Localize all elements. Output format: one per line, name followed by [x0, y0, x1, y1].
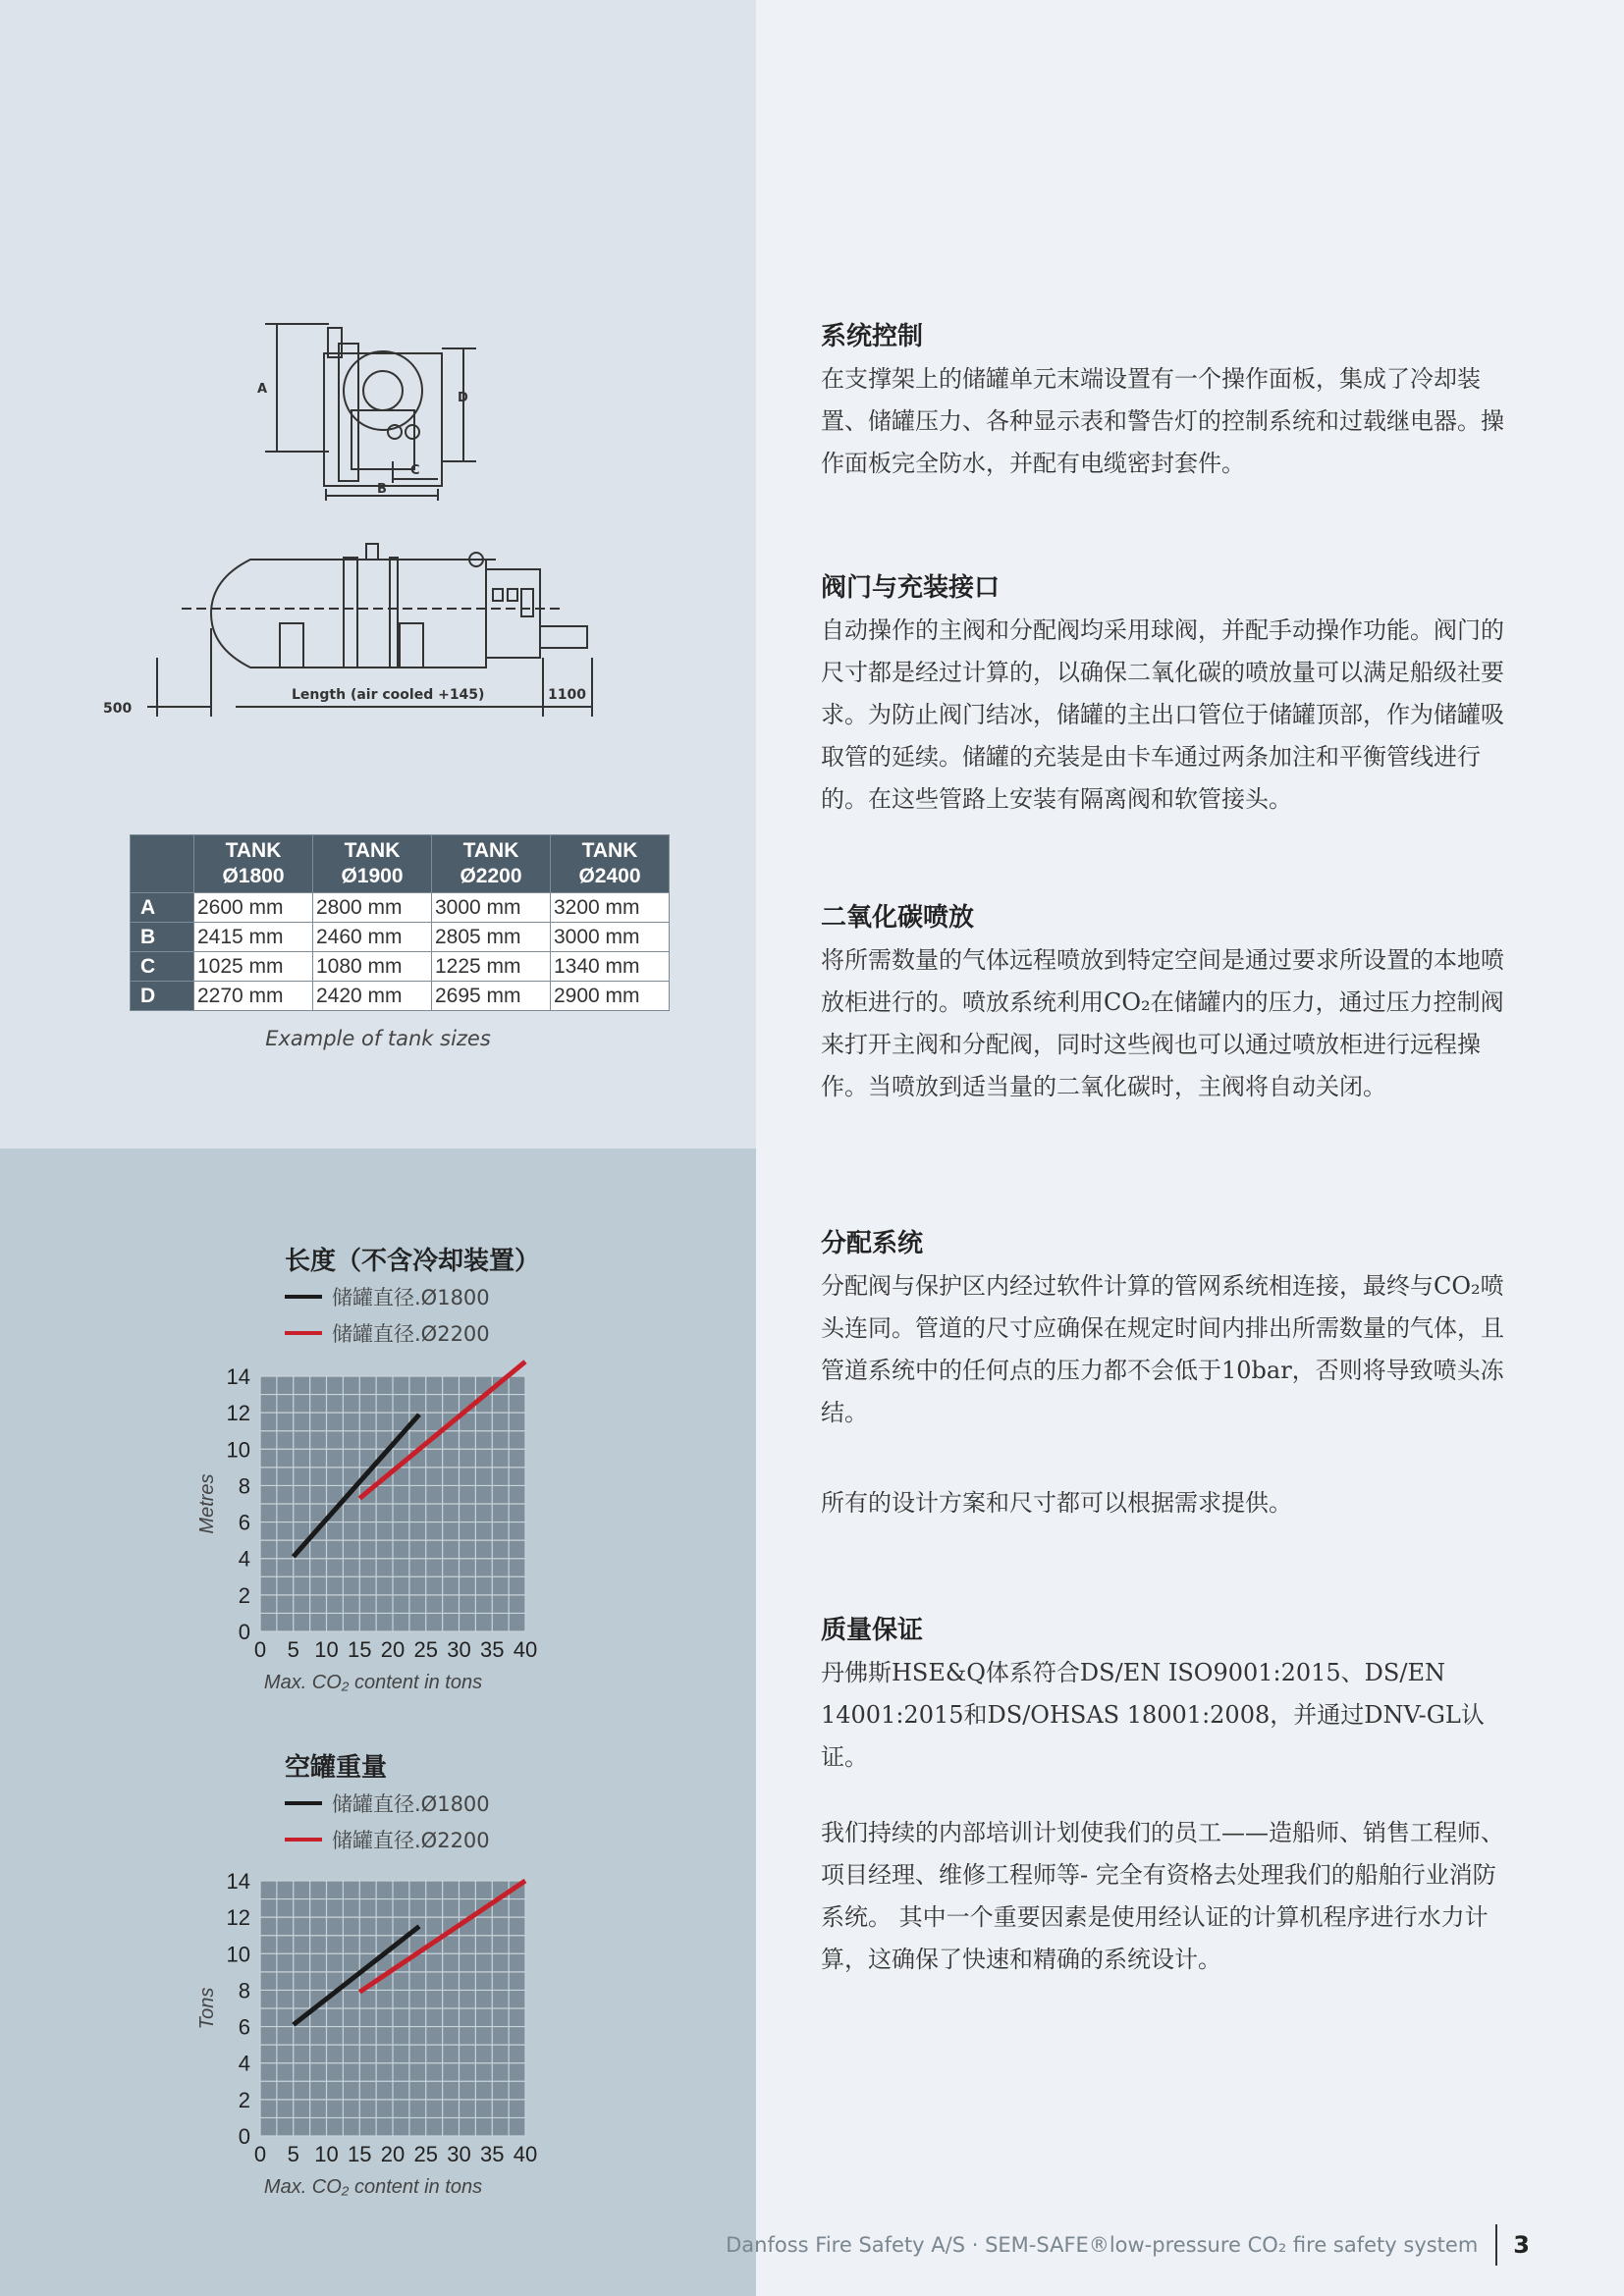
section-availability [821, 1482, 1508, 1524]
table-header-row [131, 835, 670, 893]
table-cell: 1340 mm [551, 952, 670, 982]
y-tick-label: 6 [238, 1510, 250, 1535]
y-tick-label: 12 [226, 1401, 250, 1426]
dimension-c-label: C [410, 463, 420, 478]
section-training [821, 1812, 1508, 1981]
page-footer [726, 2224, 1530, 2266]
section-heading: 阀门与充装接口 [821, 573, 1001, 603]
length-dimension-label: Length (air cooled +145) [292, 687, 485, 703]
section-distribution [821, 1223, 1508, 1434]
table-cell: 3000 mm [432, 893, 551, 923]
y-tick-label: 4 [238, 1546, 250, 1572]
section-discharge [821, 897, 1508, 1108]
section-system-control [821, 316, 1508, 485]
section-valves [821, 567, 1508, 821]
x-tick-label: 5 [287, 2142, 299, 2166]
y-tick-label: 6 [238, 2014, 250, 2040]
table-row [131, 923, 670, 952]
table-header-cell: TANK Ø1900 [313, 835, 432, 893]
weight-chart [167, 1869, 560, 2203]
section-heading: 质量保证 [821, 1616, 924, 1645]
table-cell: 2460 mm [313, 923, 432, 952]
table-cell: 3200 mm [551, 893, 670, 923]
chart-legend [285, 1278, 490, 1351]
y-tick-label: 8 [238, 1473, 250, 1499]
dimension-d-label: D [458, 391, 468, 405]
x-tick-label: 30 [447, 1637, 471, 1662]
x-tick-label: 40 [513, 1637, 538, 1662]
y-axis-label: Tons [196, 1987, 218, 2030]
section-text: 将所需数量的气体远程喷放到特定空间是通过要求所设置的本地喷放柜进行的。喷放系统利用CO₂在储罐内的压力，通过压力控制阀来打开主阀和分配阀，同时这些阀也可以通过喷放柜进行远程操作。当喷放到适当量的二氧化碳时，主阀将自动关闭。 [821, 946, 1504, 1100]
table-cell: 1225 mm [432, 952, 551, 982]
tank-sizes-table [130, 834, 670, 1011]
y-tick-label: 10 [226, 1942, 250, 1967]
length-chart [167, 1364, 560, 1698]
table-cell: 2800 mm [313, 893, 432, 923]
table-cell: 2270 mm [194, 982, 313, 1011]
x-tick-label: 35 [480, 2142, 505, 2166]
table-header-cell: TANK Ø2200 [432, 835, 551, 893]
dimension-500-label: 500 [103, 701, 133, 717]
table-header-cell: TANK Ø2400 [551, 835, 670, 893]
x-tick-label: 10 [314, 2142, 339, 2166]
footer-text: Danfoss Fire Safety A/S · SEM-SAFE®low-pressure CO₂ fire safety system [726, 2233, 1479, 2257]
x-tick-label: 25 [413, 1637, 438, 1662]
x-tick-label: 25 [413, 2142, 438, 2166]
section-heading: 系统控制 [821, 322, 924, 351]
y-tick-label: 12 [226, 1905, 250, 1931]
x-tick-label: 0 [253, 2142, 267, 2166]
x-tick-label: 5 [287, 1637, 299, 1662]
x-tick-label: 30 [447, 2142, 471, 2166]
row-label: A [131, 893, 194, 923]
y-tick-label: 2 [238, 1582, 250, 1608]
y-tick-label: 4 [238, 2051, 250, 2076]
row-label: D [131, 982, 194, 1011]
dimension-b-label: B [377, 482, 387, 497]
x-tick-label: 35 [480, 1637, 505, 1662]
dimension-1100-label: 1100 [548, 687, 586, 703]
table-row [131, 952, 670, 982]
x-axis-label: Max. CO₂ content in tons [263, 2176, 483, 2198]
page-number: 3 [1513, 2231, 1530, 2259]
y-tick-label: 8 [238, 1978, 250, 2003]
legend-entry: 储罐直径.Ø1800 [285, 1278, 490, 1314]
table-cell: 1025 mm [194, 952, 313, 982]
table-cell: 1080 mm [313, 952, 432, 982]
chart-title: 长度（不含冷却装置） [285, 1247, 541, 1276]
table-corner-cell [131, 835, 194, 893]
dimension-a-label: A [257, 382, 268, 397]
y-tick-label: 0 [238, 2124, 250, 2149]
y-tick-label: 10 [226, 1437, 250, 1463]
y-tick-label: 0 [238, 1620, 250, 1644]
legend-entry: 储罐直径.Ø2200 [285, 1314, 490, 1351]
y-tick-label: 14 [226, 1869, 250, 1894]
table-caption: Example of tank sizes [265, 1027, 491, 1050]
footer-divider [1495, 2224, 1497, 2266]
legend-entry: 储罐直径.Ø1800 [285, 1785, 490, 1821]
section-heading: 二氧化碳喷放 [821, 903, 975, 933]
x-tick-label: 20 [380, 2142, 406, 2166]
chart-legend [285, 1785, 490, 1857]
section-text: 所有的设计方案和尺寸都可以根据需求提供。 [821, 1489, 1292, 1517]
x-tick-label: 40 [513, 2142, 538, 2166]
section-text: 自动操作的主阀和分配阀均采用球阀，并配手动操作功能。阀门的尺寸都是经过计算的，以确保二氧化碳的喷放量可以满足船级社要求。为防止阀门结冰，储罐的主出口管位于储罐顶部，作为储罐吸取管的延续。储罐的充装是由卡车通过两条加注和平衡管线进行的。在这些管路上安装有隔离阀和软管接头。 [821, 616, 1504, 813]
table-header-cell: TANK Ø1800 [194, 835, 313, 893]
table-cell: 3000 mm [551, 923, 670, 952]
tank-side-view-drawing [103, 530, 604, 726]
table-cell: 2900 mm [551, 982, 670, 1011]
section-heading: 分配系统 [821, 1229, 924, 1258]
tank-end-view-drawing [245, 314, 491, 510]
table-cell: 2805 mm [432, 923, 551, 952]
section-text: 丹佛斯HSE&Q体系符合DS/EN ISO9001:2015、DS/EN 14001:2015和DS/OHSAS 18001:2008，并通过DNV-GL认证。 [821, 1659, 1485, 1771]
y-tick-label: 2 [238, 2087, 250, 2112]
x-tick-label: 10 [314, 1637, 339, 1662]
table-row [131, 893, 670, 923]
table-cell: 2415 mm [194, 923, 313, 952]
y-tick-label: 14 [226, 1364, 250, 1389]
section-text: 我们持续的内部培训计划使我们的员工——造船师、销售工程师、项目经理、维修工程师等- 完全有资格去处理我们的船舶行业消防系统。 其中一个重要因素是使用经认证的计算机程序进行水力计算，这确保了快速和精确的系统设计。 [821, 1819, 1504, 1973]
table-cell: 2420 mm [313, 982, 432, 1011]
chart-title: 空罐重量 [285, 1753, 388, 1783]
x-tick-label: 0 [253, 1637, 267, 1662]
row-label: C [131, 952, 194, 982]
row-label: B [131, 923, 194, 952]
section-text: 分配阀与保护区内经过软件计算的管网系统相连接，最终与CO₂喷头连同。管道的尺寸应确保在规定时间内排出所需数量的气体，且管道系统中的任何点的压力都不会低于10bar，否则将导致喷头冻结。 [821, 1272, 1504, 1426]
x-tick-label: 15 [348, 1637, 372, 1662]
x-axis-label: Max. CO₂ content in tons [263, 1672, 483, 1693]
section-text: 在支撑架上的储罐单元末端设置有一个操作面板，集成了冷却装置、储罐压力、各种显示表和警告灯的控制系统和过载继电器。操作面板完全防水，并配有电缆密封套件。 [821, 365, 1504, 477]
legend-entry: 储罐直径.Ø2200 [285, 1821, 490, 1857]
table-cell: 2695 mm [432, 982, 551, 1011]
section-quality [821, 1610, 1508, 1779]
x-tick-label: 20 [380, 1637, 406, 1662]
y-axis-label: Metres [196, 1473, 218, 1534]
table-cell: 2600 mm [194, 893, 313, 923]
table-row [131, 982, 670, 1011]
x-tick-label: 15 [348, 2142, 372, 2166]
